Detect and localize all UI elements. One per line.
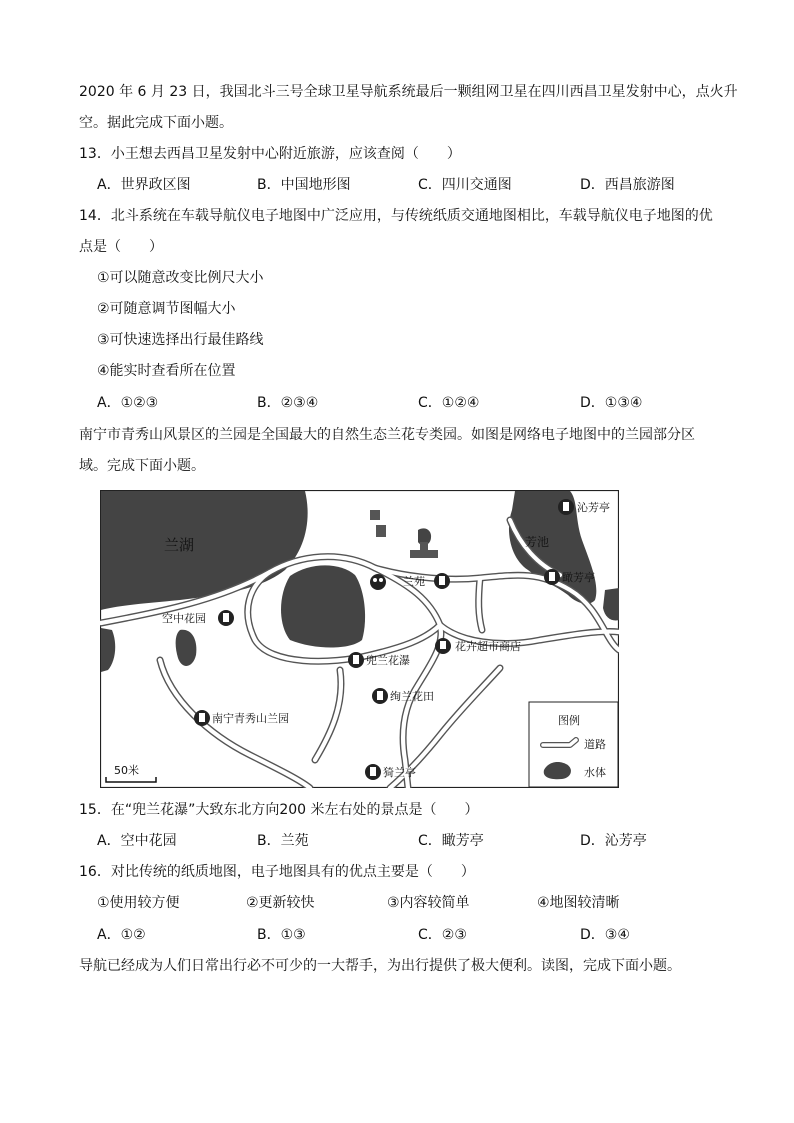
q16-item-4: ④地图较清晰 xyxy=(537,895,620,911)
q14-item-1: ①可以随意改变比例尺大小 xyxy=(97,270,264,286)
water-body-center xyxy=(281,565,365,647)
legend-road-label: 道路 xyxy=(584,738,606,751)
pin-yilanting-icon xyxy=(365,764,381,780)
legend-title: 图例 xyxy=(558,714,580,727)
q15-option-c: C．瞰芳亭 xyxy=(418,833,484,849)
q14-option-b: B．②③④ xyxy=(257,395,319,411)
pin-lanyuan-icon xyxy=(434,573,450,589)
q13-option-b: B．中国地形图 xyxy=(257,177,351,193)
intro-passage-2-line-2: 域。完成下面小题。 xyxy=(79,458,205,474)
q14-option-c: C．①②④ xyxy=(418,395,480,411)
label-doulanhuapu: 兜兰花瀑 xyxy=(366,654,410,667)
q15-option-a: A．空中花园 xyxy=(97,833,177,849)
q16-option-c: C．②③ xyxy=(418,927,467,943)
q15-option-d: D．沁芳亭 xyxy=(580,833,647,849)
q16-option-b: B．①③ xyxy=(257,927,306,943)
pin-huahui-icon xyxy=(435,638,451,654)
label-lanyuan: 兰苑 xyxy=(403,575,425,588)
intro-passage-line-1: 2020 年 6 月 23 日，我国北斗三号全球卫星导航系统最后一颗组网卫星在四川西昌卫星发射中心，点火升 xyxy=(79,84,738,100)
q14-option-a: A．①②③ xyxy=(97,395,159,411)
q14-item-2: ②可随意调节图幅大小 xyxy=(97,301,236,317)
pin-tiaofangting-icon xyxy=(544,569,560,585)
q13-option-a: A．世界政区图 xyxy=(97,177,191,193)
intro-passage-2-line-1: 南宁市青秀山风景区的兰园是全国最大的自然生态兰花专类园。如图是网络电子地图中的兰园部分区 xyxy=(79,427,695,443)
question-14-stem-line-1: 14．北斗系统在车载导航仪电子地图中广泛应用，与传统纸质交通地图相比，车载导航仪电子地图的优 xyxy=(79,208,713,224)
label-yilanting: 猗兰亭 xyxy=(383,766,416,779)
question-14-stem-line-2: 点是（ ） xyxy=(79,239,163,255)
q13-option-d: D．西昌旅游图 xyxy=(580,177,675,193)
label-lanhu: 兰湖 xyxy=(164,536,195,554)
pin-kongzhonghuayuan-icon xyxy=(218,610,234,626)
q16-item-2: ②更新较快 xyxy=(246,895,315,911)
pin-doulanhuapu-icon xyxy=(348,652,364,668)
map-legend xyxy=(529,702,618,787)
q16-item-1: ①使用较方便 xyxy=(97,895,180,911)
intro-passage-line-2: 空。据此完成下面小题。 xyxy=(79,115,233,131)
label-xulanhuatian: 绚兰花田 xyxy=(390,690,434,703)
q16-option-a: A．①② xyxy=(97,927,146,943)
pin-qinfangting-icon xyxy=(558,499,574,515)
q14-item-4: ④能实时查看所在位置 xyxy=(97,363,236,379)
label-huahui: 花卉超市商店 xyxy=(455,640,521,653)
label-nanning: 南宁青秀山兰园 xyxy=(212,712,289,725)
label-tiaofangting: 瞰芳亭 xyxy=(562,571,595,584)
q15-option-b: B．兰苑 xyxy=(257,833,309,849)
label-kongzhonghuayuan: 空中花园 xyxy=(162,612,206,625)
q16-item-3: ③内容较简单 xyxy=(387,895,470,911)
pin-nanning-icon xyxy=(194,710,210,726)
label-qinfangting: 沁芳亭 xyxy=(577,501,610,514)
question-13-stem: 13．小王想去西昌卫星发射中心附近旅游，应该查阅（ ） xyxy=(79,146,461,162)
pin-xulanhuatian-icon xyxy=(372,688,388,704)
question-15-stem: 15．在“兜兰花瀑”大致东北方向200 米左右处的景点是（ ） xyxy=(79,802,479,818)
q16-option-d: D．③④ xyxy=(580,927,630,943)
intro-passage-3-line-1: 导航已经成为人们日常出行必不可少的一大帮手，为出行提供了极大便利。读图，完成下面小题。 xyxy=(79,958,681,974)
scale-label: 50米 xyxy=(114,764,139,777)
q14-option-d: D．①③④ xyxy=(580,395,643,411)
pin-restroom-icon xyxy=(370,574,386,590)
q13-option-c: C．四川交通图 xyxy=(418,177,512,193)
legend-water-label: 水体 xyxy=(584,766,606,779)
orchid-garden-map xyxy=(100,490,619,788)
q14-item-3: ③可快速选择出行最佳路线 xyxy=(97,332,264,348)
label-fangchi: 芳池 xyxy=(525,535,550,549)
question-16-stem: 16．对比传统的纸质地图，电子地图具有的优点主要是（ ） xyxy=(79,864,475,880)
